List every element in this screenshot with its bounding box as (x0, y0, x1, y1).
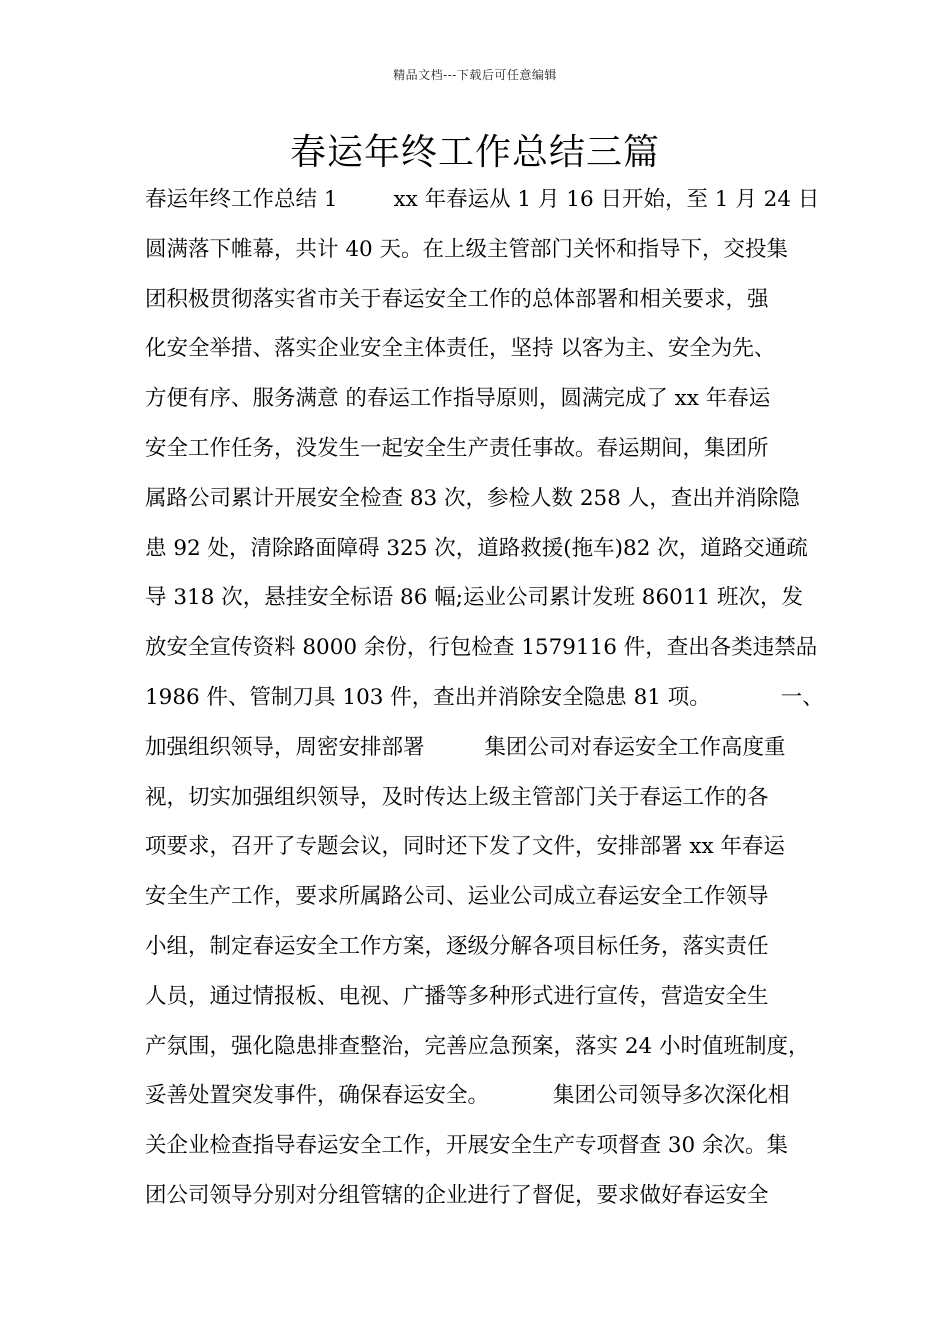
text-line: 1986 件、管制刀具 103 件，查出并消除安全隐患 81 项。 一、 (145, 684, 824, 710)
text-line: 关企业检查指导春运安全工作，开展安全生产专项督查 30 余次。集 (145, 1133, 789, 1159)
text-line: 导 318 次，悬挂安全标语 86 幅;运业公司累计发班 86011 班次，发 (145, 585, 804, 611)
text-line: 放安全宣传资料 8000 余份，行包检查 1579116 件，查出各类违禁品 (145, 635, 818, 661)
text-line: 妥善处置突发事件，确保春运安全。 集团公司领导多次深化相 (145, 1083, 790, 1109)
text-line: 小组，制定春运安全工作方案，逐级分解各项目标任务，落实责任 (145, 933, 769, 959)
text-line: 属路公司累计开展安全检查 83 次，参检人数 258 人，查出并消除隐 (145, 485, 800, 511)
text-line: 圆满落下帷幕，共计 40 天。在上级主管部门关怀和指导下，交投集 (145, 236, 789, 262)
text-line: 项要求，召开了专题会议，同时还下发了文件，安排部署 xx 年春运 (145, 834, 785, 860)
text-line: 患 92 处，清除路面障碍 325 次，道路救援(拖车)82 次，道路交通疏 (145, 535, 808, 561)
text-line: 加强组织领导，周密安排部署 集团公司对春运安全工作高度重 (145, 734, 786, 760)
text-line: 安全生产工作，要求所属路公司、运业公司成立春运安全工作领导 (145, 884, 769, 910)
text-line: 化安全举措、落实企业安全主体责任，坚持 以客为主、安全为先、 (145, 336, 776, 362)
body-text (145, 180, 825, 1226)
text-line: 团公司领导分别对分组管辖的企业进行了督促，要求做好春运安全 (145, 1182, 769, 1208)
text-line: 方便有序、服务满意 的春运工作指导原则，圆满完成了 xx 年春运 (145, 386, 771, 412)
text-line: 春运年终工作总结 1 xx 年春运从 1 月 16 日开始，至 1 月 24 日 (145, 187, 820, 212)
text-line: 视，切实加强组织领导，及时传达上级主管部门关于春运工作的各 (145, 784, 769, 810)
document-title: 春运年终工作总结三篇 (289, 132, 660, 173)
text-line: 人员，通过情报板、电视、广播等多种形式进行宣传，营造安全生 (145, 983, 769, 1009)
text-line: 产氛围，强化隐患排查整治，完善应急预案，落实 24 小时值班制度， (145, 1033, 810, 1059)
text-line: 安全工作任务，没发生一起安全生产责任事故。春运期间，集团所 (145, 435, 769, 461)
header-note: 精品文档---下载后可任意编辑 (393, 68, 557, 82)
text-line: 团积极贯彻落实省市关于春运安全工作的总体部署和相关要求，强 (145, 286, 769, 312)
